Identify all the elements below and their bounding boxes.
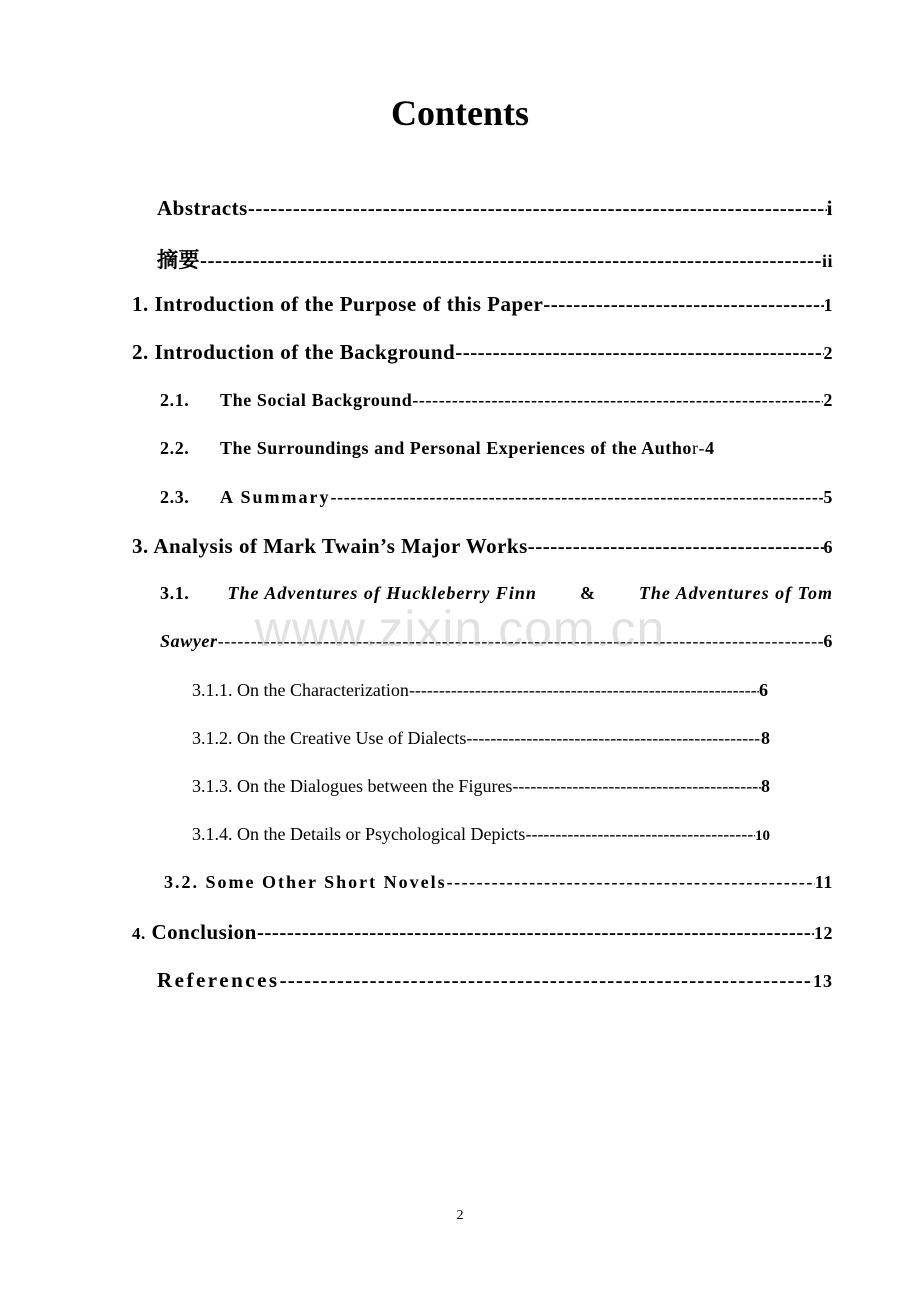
toc-entry-dialogues-figures[interactable]: [192, 776, 770, 797]
toc-leader-dots: [218, 631, 824, 652]
toc-entry-number: 3.1.: [160, 583, 190, 603]
toc-entry-label: 3.1.2. On the Creative Use of Dialects: [192, 728, 467, 748]
toc-entry-page: 13: [813, 971, 833, 991]
toc-entry-chinese-abstract[interactable]: [157, 244, 833, 274]
toc-entry-conclusion[interactable]: [132, 920, 833, 945]
toc-entry-other-short-novels[interactable]: [164, 872, 833, 893]
toc-entry-page: 2: [823, 390, 833, 410]
toc-entry-page: 8: [761, 776, 770, 796]
toc-entry-page: 2: [823, 343, 833, 363]
toc-entry-details-psychological[interactable]: [192, 824, 770, 845]
toc-entry-number: 2.2.: [160, 438, 190, 458]
toc-entry-page: 11: [814, 872, 833, 892]
toc-entry-label: 3. Analysis of Mark Twain’s Major Works: [132, 534, 528, 558]
toc-entry-page: 12: [814, 923, 833, 943]
toc-entry-label: 3.1.3. On the Dialogues between the Figures: [192, 776, 513, 796]
toc-entry-introduction-purpose[interactable]: [132, 292, 833, 317]
toc-entry-page: 10: [755, 828, 770, 844]
toc-entry-page: i: [826, 196, 833, 220]
toc-entry-analysis-major-works[interactable]: [132, 534, 833, 559]
toc-leader-dots: [525, 824, 755, 845]
toc-leader-dots: [331, 487, 824, 508]
toc-leader-dots: [412, 390, 823, 411]
toc-entry-page: 6: [823, 537, 833, 557]
toc-entry-label: 3.2. Some Other Short Novels: [164, 872, 447, 892]
toc-entry-ampersand: &: [574, 583, 601, 603]
toc-entry-label: 摘要: [157, 248, 200, 272]
toc-entry-creative-dialects[interactable]: [192, 728, 770, 749]
toc-entry-title-tom: The Adventures of Tom: [638, 583, 833, 603]
toc-entry-label: A Summary: [220, 487, 331, 507]
toc-entry-label: Conclusion: [145, 920, 257, 944]
toc-leader-dots: [280, 968, 813, 993]
toc-entry-page: 6: [759, 680, 768, 700]
toc-leader-dots: [528, 534, 824, 559]
toc-entry-title-sawyer: Sawyer: [160, 631, 218, 651]
toc-entry-number: 4.: [132, 924, 146, 943]
toc-entry-page: 5: [823, 487, 833, 507]
toc-leader-dots: [455, 340, 823, 365]
toc-entry-huckleberry-tom-continued[interactable]: [160, 631, 833, 652]
toc-entry-number: 2.1.: [160, 390, 190, 410]
toc-entry-introduction-background[interactable]: [132, 340, 833, 365]
toc-entry-number: 2.3.: [160, 487, 190, 507]
toc-leader-dots: [466, 728, 761, 749]
toc-entry-surroundings-experiences[interactable]: [160, 438, 833, 459]
toc-entry-label-tail: r: [691, 438, 699, 458]
toc-leader-dots: [248, 196, 827, 221]
toc-leader-dots: [543, 292, 823, 317]
page-number: 2: [456, 1208, 464, 1223]
toc-entry-a-summary[interactable]: [160, 487, 833, 508]
toc-leader-dash: -: [698, 438, 706, 458]
toc-leader-dots: [447, 872, 815, 893]
toc-entry-label: 3.1.4. On the Details or Psychological Depicts: [192, 824, 526, 844]
toc-entry-title-huckleberry-finn: The Adventures of Huckleberry Finn: [227, 583, 537, 603]
toc-leader-dots: [409, 680, 759, 701]
toc-entry-label: The Surroundings and Personal Experiences of the Autho: [220, 438, 692, 458]
toc-leader-dots: [200, 248, 822, 273]
toc-entry-label: The Social Background: [220, 390, 413, 410]
toc-leader-dots: [257, 920, 814, 945]
toc-entry-page: ii: [821, 251, 833, 271]
toc-entry-label: 1. Introduction of the Purpose of this Paper: [132, 292, 544, 316]
toc-entry-abstracts[interactable]: [157, 196, 833, 221]
page-title: Contents: [390, 93, 529, 133]
toc-entry-page: 1: [823, 295, 833, 315]
toc-entry-references[interactable]: [157, 968, 833, 993]
toc-leader-dots: [512, 776, 761, 797]
toc-entry-label: References: [157, 968, 280, 992]
toc-entry-page: 6: [823, 631, 833, 651]
toc-entry-huckleberry-tom[interactable]: [160, 583, 833, 604]
toc-entry-label: Abstracts: [157, 196, 248, 220]
toc-entry-label: 2. Introduction of the Background: [132, 340, 456, 364]
toc-entry-page: 8: [761, 728, 770, 748]
toc-entry-social-background[interactable]: [160, 390, 833, 411]
watermark-text: www.zixin.com.cn: [254, 601, 666, 657]
toc-entry-characterization[interactable]: [192, 680, 768, 701]
toc-entry-label: 3.1.1. On the Characterization: [192, 680, 409, 700]
toc-entry-page: 4: [705, 438, 715, 458]
